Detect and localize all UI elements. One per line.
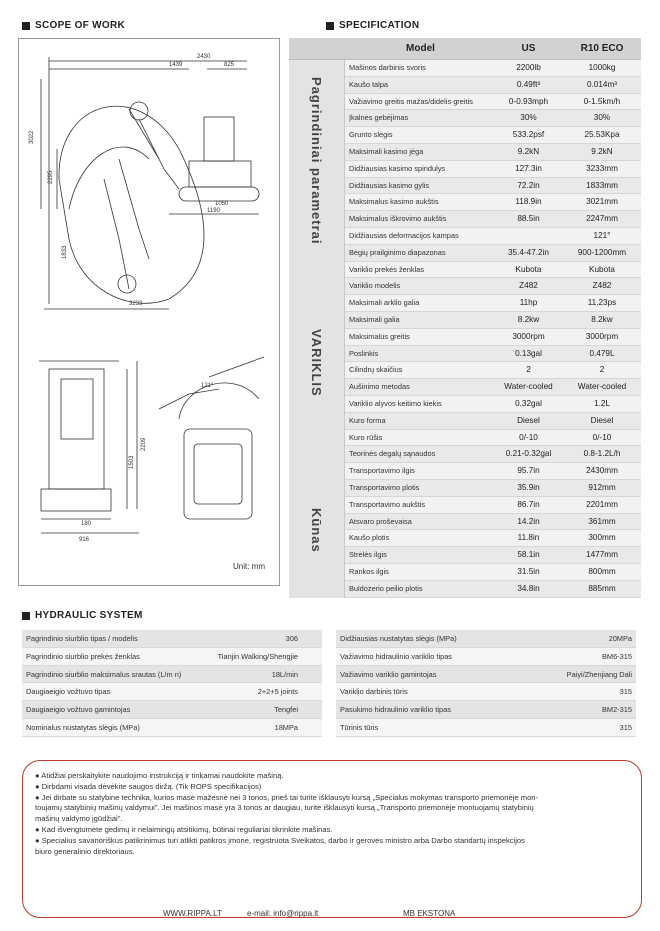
spec-value-eco: 2201mm — [586, 499, 618, 509]
spec-value-us: 0.13gal — [515, 348, 542, 358]
hydraulic-table-left — [22, 630, 322, 737]
spec-row — [345, 547, 641, 564]
spec-row — [345, 581, 641, 598]
spec-value-eco: 25.53Kpa — [584, 130, 620, 140]
spec-row — [345, 110, 641, 127]
spec-value-us: 3000rpm — [512, 331, 545, 341]
spec-row — [345, 178, 641, 195]
spec-row — [345, 396, 641, 413]
dim-label: 916 — [79, 537, 90, 543]
spec-row — [345, 211, 641, 228]
square-bullet-icon — [326, 22, 334, 30]
note-line: ● Jei dirbate su statybine technika, kurios masė mažesnė nei 3 tonos, prieš tai turite išklausyti kursą „Specialus mokymas transporto priemonėje mon- — [35, 792, 539, 802]
spec-row — [345, 94, 641, 111]
square-bullet-icon — [22, 22, 30, 30]
hydraulic-row — [22, 683, 322, 701]
spec-label: Kaušo plotis — [349, 533, 390, 543]
spec-row — [345, 430, 641, 447]
hydraulic-value: 18L/min — [271, 669, 298, 679]
hydraulic-row — [22, 648, 322, 666]
spec-value-eco: Kubota — [589, 264, 615, 274]
group-label: VARIKLIS — [309, 328, 324, 397]
dim-label: 1503 — [129, 455, 135, 469]
hydraulic-row — [22, 630, 322, 648]
spec-label: Buldozerio peilio plotis — [349, 583, 423, 593]
spec-value-eco: 300mm — [588, 533, 616, 543]
note-line: mašinų valdymo įgūdžiai". — [35, 814, 123, 824]
spec-value-eco: 11.23ps — [587, 298, 617, 308]
hydraulic-value: 2+2+5 joints — [257, 687, 298, 697]
note-line: ● Dirbdami visada dėvėkite saugos diržą. (Tik ROPS specifikacijos) — [35, 781, 262, 791]
spec-value-us: 127.3in — [515, 163, 542, 173]
spec-value-us: 11hp — [519, 298, 538, 308]
dim-label: 180 — [81, 521, 92, 527]
notes-box — [22, 760, 642, 918]
spec-row — [345, 262, 641, 279]
spec-row — [345, 161, 641, 178]
note-line: ● Kad išvengtumėte gedimų ir nelaimingų atsitikimų, būtinai reguliariai tikrinkite mašinas. — [35, 824, 333, 834]
spec-value-eco: 1477mm — [586, 550, 618, 560]
spec-row — [345, 329, 641, 346]
scope-drawing-frame — [18, 38, 280, 586]
spec-value-us: 58.1in — [517, 550, 540, 560]
spec-value-us: 9.2kN — [517, 147, 540, 156]
spec-row — [345, 144, 641, 161]
spec-value-eco: 3233mm — [586, 163, 618, 173]
spec-value-us: 35.9in — [517, 483, 540, 492]
website-link[interactable]: WWW.RIPPA.LT — [163, 909, 222, 918]
spec-heading — [326, 20, 419, 31]
hydraulic-label: Daugiaeigio vožtuvo gamintojas — [26, 705, 131, 715]
spec-label: Mašinos darbinis svoris — [349, 63, 426, 72]
spec-value-eco: 800mm — [588, 567, 616, 576]
spec-value-eco: 9.2kN — [591, 147, 613, 156]
spec-value-eco: 1000kg — [588, 63, 616, 72]
group-main-params — [289, 60, 345, 262]
spec-row — [345, 564, 641, 581]
spec-value-us: 2 — [526, 365, 531, 375]
spec-value-eco: Water-cooled — [577, 382, 627, 392]
hydraulic-label: Tūrinis tūris — [340, 722, 379, 732]
spec-label: Maksimalus iškrovimo aukštis — [349, 214, 447, 224]
hydraulic-label: Didžiausias nustatytas slėgis (MPa) — [340, 634, 457, 643]
note-line: biuro generalinio direktoriaus. — [35, 846, 135, 856]
spec-row — [345, 194, 641, 211]
hydraulic-row — [336, 666, 636, 684]
hydraulic-row — [22, 701, 322, 719]
note-line: toujamų statybinių mašinų valdymui". Jei mašinos masė yra 3 tonos ar daugiau, turite išklausyti kursą „Transporto priemonėje montuojamų statybinių — [35, 803, 534, 813]
unit-label: Unit: mm — [233, 562, 265, 571]
spec-value-us: 118.9in — [515, 197, 542, 207]
hydraulic-value: Tianjin Walking/Shengjie — [217, 651, 298, 661]
spec-row — [345, 60, 641, 77]
spec-value-us: Diesel — [517, 415, 540, 425]
spec-label: Didžiausias kasimo spindulys — [349, 163, 446, 173]
dim-label: 2209 — [141, 437, 147, 451]
header-eco: R10 ECO — [580, 43, 624, 54]
spec-value-eco: 2430mm — [586, 466, 618, 476]
dim-label: 825 — [224, 62, 235, 68]
hydraulic-value: Tengfei — [274, 705, 298, 715]
spec-row — [345, 530, 641, 547]
spec-value-us: 8.2kw — [517, 315, 540, 324]
spec-label: Įkalnės gebėjimas — [349, 113, 409, 123]
spec-row — [345, 312, 641, 329]
spec-value-us: 88.5in — [517, 214, 540, 224]
hydraulic-row — [22, 719, 322, 737]
spec-value-us: 34.8in — [517, 583, 540, 593]
spec-label: Maksimali galia — [349, 315, 400, 324]
group-label: Kūnas — [309, 508, 324, 553]
spec-value-us: 14.2in — [517, 516, 540, 526]
spec-row — [345, 228, 641, 245]
spec-label: Maksimalus kasimo aukštis — [349, 197, 439, 207]
group-body — [289, 463, 345, 597]
spec-value-eco: Z482 — [592, 281, 612, 291]
spec-label: Rankos ilgis — [349, 567, 389, 576]
spec-label: Teorinės degalų sąnaudos — [349, 449, 436, 459]
spec-label: Kuro forma — [349, 415, 386, 425]
spec-label: Aušinimo metodas — [349, 382, 410, 392]
spec-label: Maksimalus greitis — [349, 331, 410, 341]
dim-label: 1833 — [62, 245, 68, 259]
spec-value-eco: 1833mm — [586, 180, 618, 190]
spec-value-eco: 0-1.5km/h — [583, 96, 621, 106]
spec-row — [345, 346, 641, 363]
hydraulic-label: Pasukimo hidraulinio variklio tipas — [340, 705, 451, 715]
spec-label: Maksimali kasimo jėga — [349, 147, 424, 156]
scope-title: SCOPE OF WORK — [35, 20, 126, 31]
spec-row — [345, 362, 641, 379]
spec-row — [345, 446, 641, 463]
spec-value-us: 0.21-0.32gal — [505, 449, 552, 459]
spec-label: Bėgių prailginimo diapazonas — [349, 247, 446, 257]
spec-value-us: Z482 — [519, 281, 538, 291]
scope-heading — [22, 20, 125, 31]
hydraulic-row — [336, 648, 636, 666]
spec-row — [345, 413, 641, 430]
spec-value-us: 31.5in — [517, 567, 540, 576]
hydraulic-label: Pagrindinio siurblio prekės ženklas — [26, 651, 140, 661]
spec-row — [345, 245, 641, 262]
spec-value-eco: 3000rpm — [585, 331, 619, 341]
spec-value-us: 86.7in — [517, 499, 540, 509]
spec-value-us: 0.32gal — [515, 399, 542, 408]
spec-row — [345, 77, 641, 94]
spec-value-us: 95.7in — [517, 466, 540, 476]
spec-value-eco: 0/-10 — [592, 432, 612, 442]
group-label: Pagrindiniai parametrai — [309, 77, 324, 245]
company-name: MB EKSTONA — [403, 909, 456, 918]
hydraulic-value: 18MPa — [274, 722, 298, 732]
hydraulic-label: Nominalus nustatytas slėgis (MPa) — [26, 722, 140, 732]
spec-label: Grunto slėgis — [349, 130, 393, 140]
email-link[interactable]: e-mail: info@rippa.lt — [247, 909, 319, 918]
spec-table — [289, 38, 641, 593]
spec-label: Transportavimo aukštis — [349, 499, 426, 509]
header-us: US — [521, 43, 536, 54]
spec-label: Variklio modelis — [349, 281, 401, 291]
spec-label: Atsvaro proševaisa — [349, 516, 412, 526]
dim-label: 1050 — [215, 201, 229, 207]
hydraulic-label: Važiavimo variklio gamintojas — [340, 669, 437, 679]
spec-value-us: 35.4-47.2in — [508, 247, 549, 257]
spec-value-us: 0/-10 — [519, 432, 538, 442]
spec-value-us: Water-cooled — [504, 382, 553, 392]
spec-title: SPECIFICATION — [339, 20, 420, 31]
spec-value-us: 0.49ft³ — [516, 79, 541, 89]
dim-label: 3022 — [29, 130, 35, 144]
spec-value-us: 11.8in — [517, 533, 540, 543]
spec-value-eco: 0.8-1.2L/h — [583, 449, 621, 459]
note-line: ● Specialius savanoriškus patikrinimus turi atlikti patikros įmonė, registruota Sveikatos, darbo ir gerovės ministro arba Darbo standartų inspekcijos — [35, 835, 525, 845]
dim-label: 1439 — [169, 62, 183, 68]
dim-label: 1190 — [207, 208, 220, 214]
hydraulic-value: 306 — [285, 634, 298, 643]
spec-label: Važiavimo greitis mažas/didelis greitis — [349, 96, 473, 106]
hydraulic-label: Važiavimo hidraulinio variklio tipas — [340, 651, 453, 661]
spec-value-eco: 30% — [593, 113, 611, 123]
hydraulic-value: 315 — [619, 722, 632, 732]
spec-value-eco: 885mm — [588, 583, 616, 593]
dim-label: 3233 — [129, 301, 143, 307]
hydraulic-value: BM2-315 — [602, 705, 632, 715]
hydraulic-label: Pagrindinio siurblio tipas / modelis — [26, 634, 138, 643]
spec-label: Variklio prekės ženklas — [349, 264, 425, 274]
note-line: ● Atidžiai perskaitykite naudojimo instrukciją ir tinkamai naudokite mašiną. — [35, 771, 284, 780]
spec-row — [345, 278, 641, 295]
spec-value-eco: 121° — [593, 231, 611, 240]
spec-value-us: 30% — [520, 113, 537, 123]
spec-value-eco: 0.014m³ — [586, 79, 618, 89]
spec-value-eco: 8.2kw — [591, 315, 613, 324]
spec-value-eco: 361mm — [588, 516, 616, 526]
spec-value-eco: 2247mm — [586, 214, 618, 224]
spec-label: Transportavimo plotis — [349, 483, 420, 492]
spec-label: Kuro rūšis — [349, 432, 383, 442]
spec-label: Cilindrų skaičius — [349, 365, 403, 375]
hydraulic-row — [336, 683, 636, 701]
spec-value-us: 2200lb — [516, 63, 541, 72]
hydraulic-table-right — [336, 630, 636, 737]
spec-value-eco: 0.479L — [589, 348, 615, 358]
hydraulic-value: BM6-315 — [602, 651, 632, 661]
hydraulic-label: Pagrindinio siurblio maksimalus srautas (L/m n) — [26, 669, 182, 679]
hydraulic-row — [336, 719, 636, 737]
spec-row — [345, 463, 641, 480]
spec-value-us: 533.2psf — [512, 130, 545, 140]
hydraulic-row — [336, 701, 636, 719]
spec-label: Didžiausias kasimo gylis — [349, 180, 430, 190]
header-model: Model — [406, 43, 435, 54]
hydraulic-row — [336, 630, 636, 648]
square-bullet-icon — [22, 612, 30, 620]
spec-row — [345, 127, 641, 144]
hydraulic-value: 20MPa — [608, 634, 632, 643]
dim-label: 121° — [201, 383, 214, 389]
spec-value-eco: 2 — [599, 365, 605, 375]
dim-label: 2430 — [197, 54, 211, 60]
spec-label: Maksimali arklio galia — [349, 298, 420, 308]
spec-value-eco: 900-1200mm — [577, 247, 627, 257]
hydraulic-title: HYDRAULIC SYSTEM — [35, 610, 143, 621]
hydraulic-row — [22, 666, 322, 684]
spec-label: Strėlės ilgis — [349, 550, 387, 560]
spec-label: Kaušo talpa — [349, 79, 389, 89]
spec-row — [345, 514, 641, 531]
spec-row — [345, 379, 641, 396]
spec-row — [345, 497, 641, 514]
spec-label: Poslinkis — [349, 348, 379, 358]
spec-value-us: Kubota — [515, 264, 542, 274]
spec-table-header — [289, 38, 641, 60]
dim-label: 2295 — [48, 170, 54, 184]
group-engine — [289, 262, 345, 464]
spec-value-eco: 912mm — [588, 483, 616, 492]
hydraulic-label: Variklio darbinis tūris — [340, 687, 408, 697]
spec-row — [345, 480, 641, 497]
spec-value-eco: 1.2L — [594, 399, 610, 408]
hydraulic-label: Daugiaeigio vožtuvo tipas — [26, 687, 111, 697]
spec-value-eco: Diesel — [590, 415, 614, 425]
spec-label: Didžiausias deformacijos kampas — [349, 231, 459, 240]
spec-value-eco: 3021mm — [586, 197, 618, 207]
hydraulic-value: 315 — [619, 687, 632, 697]
hydraulic-heading — [22, 610, 143, 621]
spec-label: Transportavimo ilgis — [349, 466, 415, 476]
spec-value-us: 72.2in — [517, 180, 540, 190]
hydraulic-value: Paiyi/Zhenjiang Dali — [566, 669, 632, 679]
spec-label: Variklio alyvos keitimo kiekis — [349, 399, 442, 408]
spec-value-us: 0-0.93mph — [508, 96, 549, 106]
excavator-dimension-drawing — [19, 39, 279, 585]
spec-row — [345, 295, 641, 312]
